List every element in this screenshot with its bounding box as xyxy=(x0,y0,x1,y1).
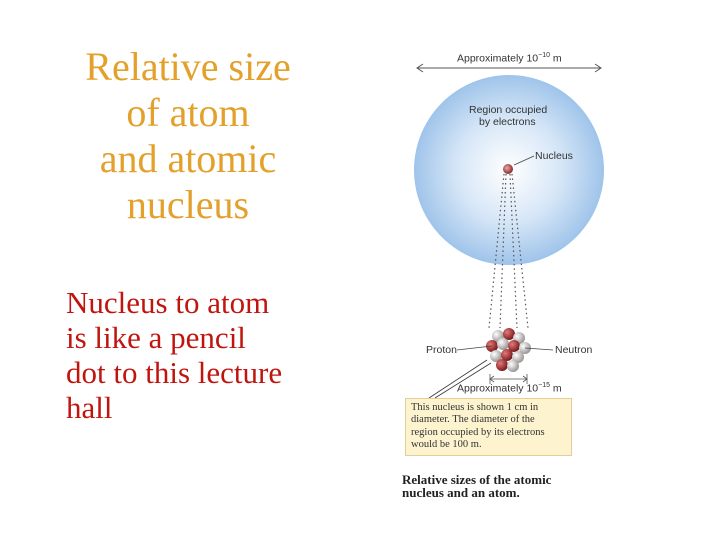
nucleus-scale-text: Approximately 10 xyxy=(457,382,539,395)
body-line: is like a pencil xyxy=(66,320,246,355)
body-line: Nucleus to atom xyxy=(66,285,270,320)
electron-region-line: Region occupied xyxy=(469,104,548,116)
body-text xyxy=(66,285,366,425)
body-line: hall xyxy=(66,390,113,425)
neutron-label: Neutron xyxy=(555,344,593,356)
proton-label: Proton xyxy=(426,344,457,356)
title-line: nucleus xyxy=(126,182,250,227)
figure-caption xyxy=(402,473,551,499)
atom-scale-arrow xyxy=(417,64,601,72)
caption-line: Relative sizes of the atomic xyxy=(402,472,552,487)
atom-figure xyxy=(395,30,720,510)
nucleus-label: Nucleus xyxy=(535,150,573,162)
enlarged-nucleus xyxy=(486,328,531,372)
body-line: dot to this lecture xyxy=(66,355,283,390)
nucleus-scale-unit: m xyxy=(550,382,562,395)
nucleus-dot xyxy=(503,164,513,174)
note-line: region occupied by its electrons xyxy=(411,426,545,438)
atom-scale-label xyxy=(457,50,562,65)
atom-scale-text: Approximately 10 xyxy=(457,52,539,65)
electron-region-label xyxy=(469,104,547,128)
title-line: and atomic xyxy=(99,136,277,181)
nucleus-scale-exponent: −15 xyxy=(538,382,550,389)
title-line: Relative size xyxy=(85,44,291,89)
note-line: would be 100 m. xyxy=(411,439,482,451)
note-line: This nucleus is shown 1 cm in xyxy=(411,402,539,413)
nucleus-scale-label xyxy=(457,380,562,395)
electron-region-line: by electrons xyxy=(479,116,536,128)
atom-scale-unit: m xyxy=(550,52,562,65)
caption-line: nucleus and an atom. xyxy=(402,485,520,500)
slide-title xyxy=(40,44,336,228)
note-box xyxy=(405,398,572,456)
title-line: of atom xyxy=(126,90,250,135)
note-line: diameter. The diameter of the xyxy=(411,414,535,426)
atom-scale-exponent: −10 xyxy=(538,52,550,59)
